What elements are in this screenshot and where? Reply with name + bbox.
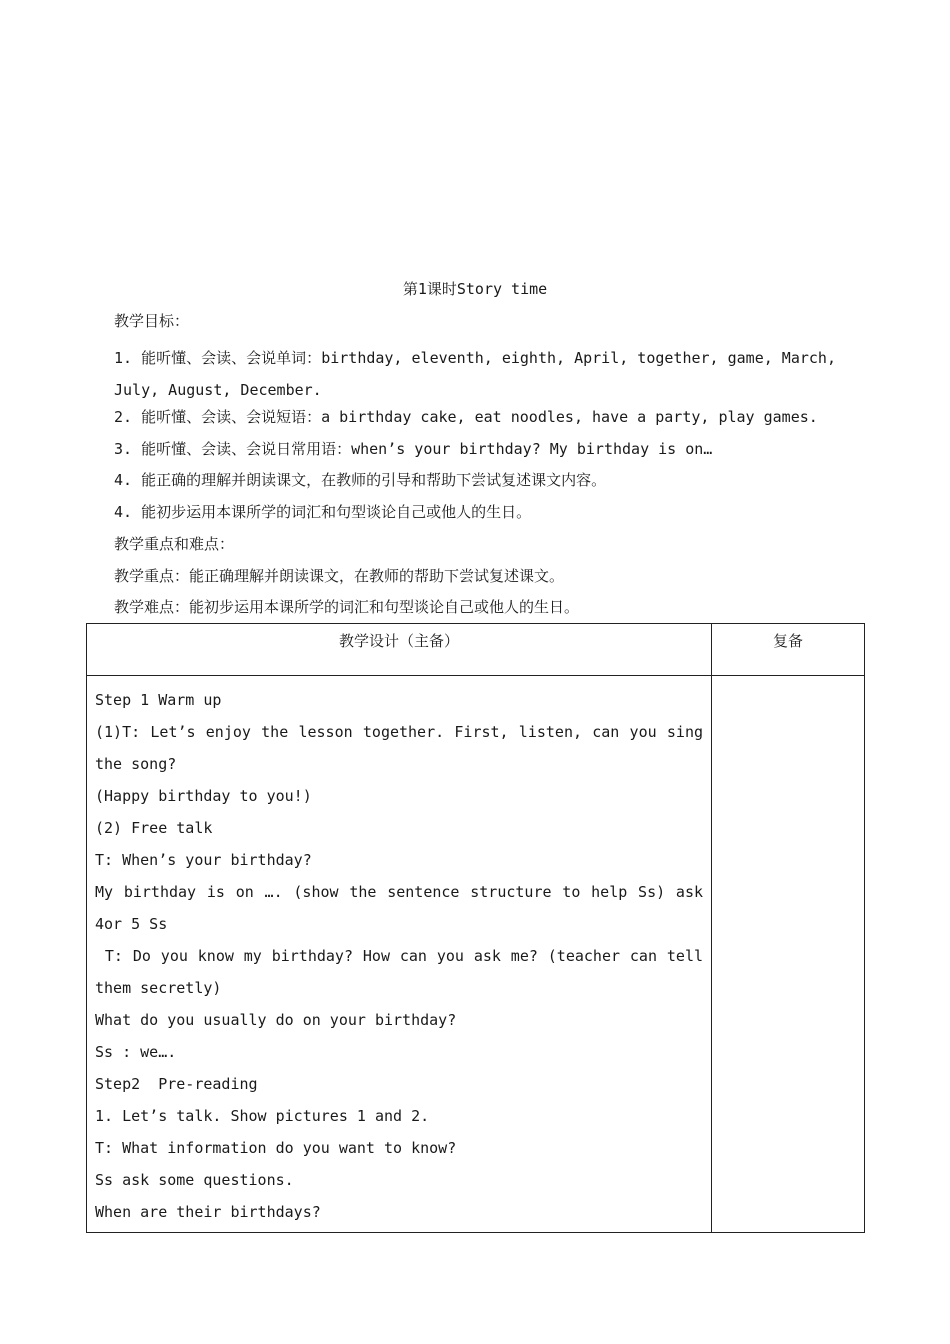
lesson-design-cell — [87, 676, 712, 1233]
table-body-row — [87, 676, 865, 1233]
design-line: T: Do you know my birthday? How can you ask me? (teacher can tell them secretly) — [95, 947, 713, 997]
column-header-side: 复备 — [712, 624, 865, 676]
lesson-title: 第1课时Story time — [402, 280, 548, 298]
design-line: Step2 Pre-reading — [95, 1075, 258, 1093]
design-line: My birthday is on …. (show the sentence structure to help Ss) ask 4or 5 Ss — [95, 883, 703, 933]
design-line: (Happy birthday to you!) — [95, 787, 312, 805]
key-points-heading: 教学重点和难点： — [114, 535, 235, 553]
objective-item-5: 4. 能初步运用本课所学的词汇和句型谈论自己或他人的生日。 — [114, 503, 532, 521]
key-point-difficulty: 教学难点：能初步运用本课所学的词汇和句型谈论自己或他人的生日。 — [114, 598, 580, 616]
design-line: T: What information do you want to know? — [95, 1139, 457, 1157]
objective-item-3: 3. 能听懂、会读、会说日常用语：when’s your birthday? My birthday is on… — [114, 440, 713, 458]
design-line: When are their birthdays? — [95, 1203, 321, 1221]
key-point-focus: 教学重点：能正确理解并朗读课文，在教师的帮助下尝试复述课文。 — [114, 567, 565, 585]
design-line: What do you usually do on your birthday? — [95, 1011, 457, 1029]
design-line: 1. Let’s talk. Show pictures 1 and 2. — [95, 1107, 430, 1125]
design-line: (2) Free talk — [95, 819, 213, 837]
objectives-heading: 教学目标： — [114, 312, 190, 330]
column-header-main: 教学设计（主备） — [87, 624, 712, 676]
objective-item-4: 4. 能正确的理解并朗读课文，在教师的引导和帮助下尝试复述课文内容。 — [114, 471, 607, 489]
design-line: Step 1 Warm up — [95, 691, 222, 709]
design-line: (1)T: Let’s enjoy the lesson together. First, listen, can you sing the song? — [95, 723, 703, 773]
objective-item-2: 2. 能听懂、会读、会说短语：a birthday cake, eat noodles, have a party, play games. — [114, 408, 818, 426]
lesson-plan-table — [86, 623, 865, 1233]
design-line: Ss ask some questions. — [95, 1171, 294, 1189]
design-line: T: When’s your birthday? — [95, 851, 312, 869]
objective-item-1: 1. 能听懂、会读、会说单词：birthday, eleventh, eighth, April, together, game, March, July, August, December. — [114, 349, 836, 399]
table-header-row — [87, 624, 865, 676]
design-line: Ss : we…. — [95, 1043, 177, 1061]
review-notes-cell — [712, 676, 865, 1233]
